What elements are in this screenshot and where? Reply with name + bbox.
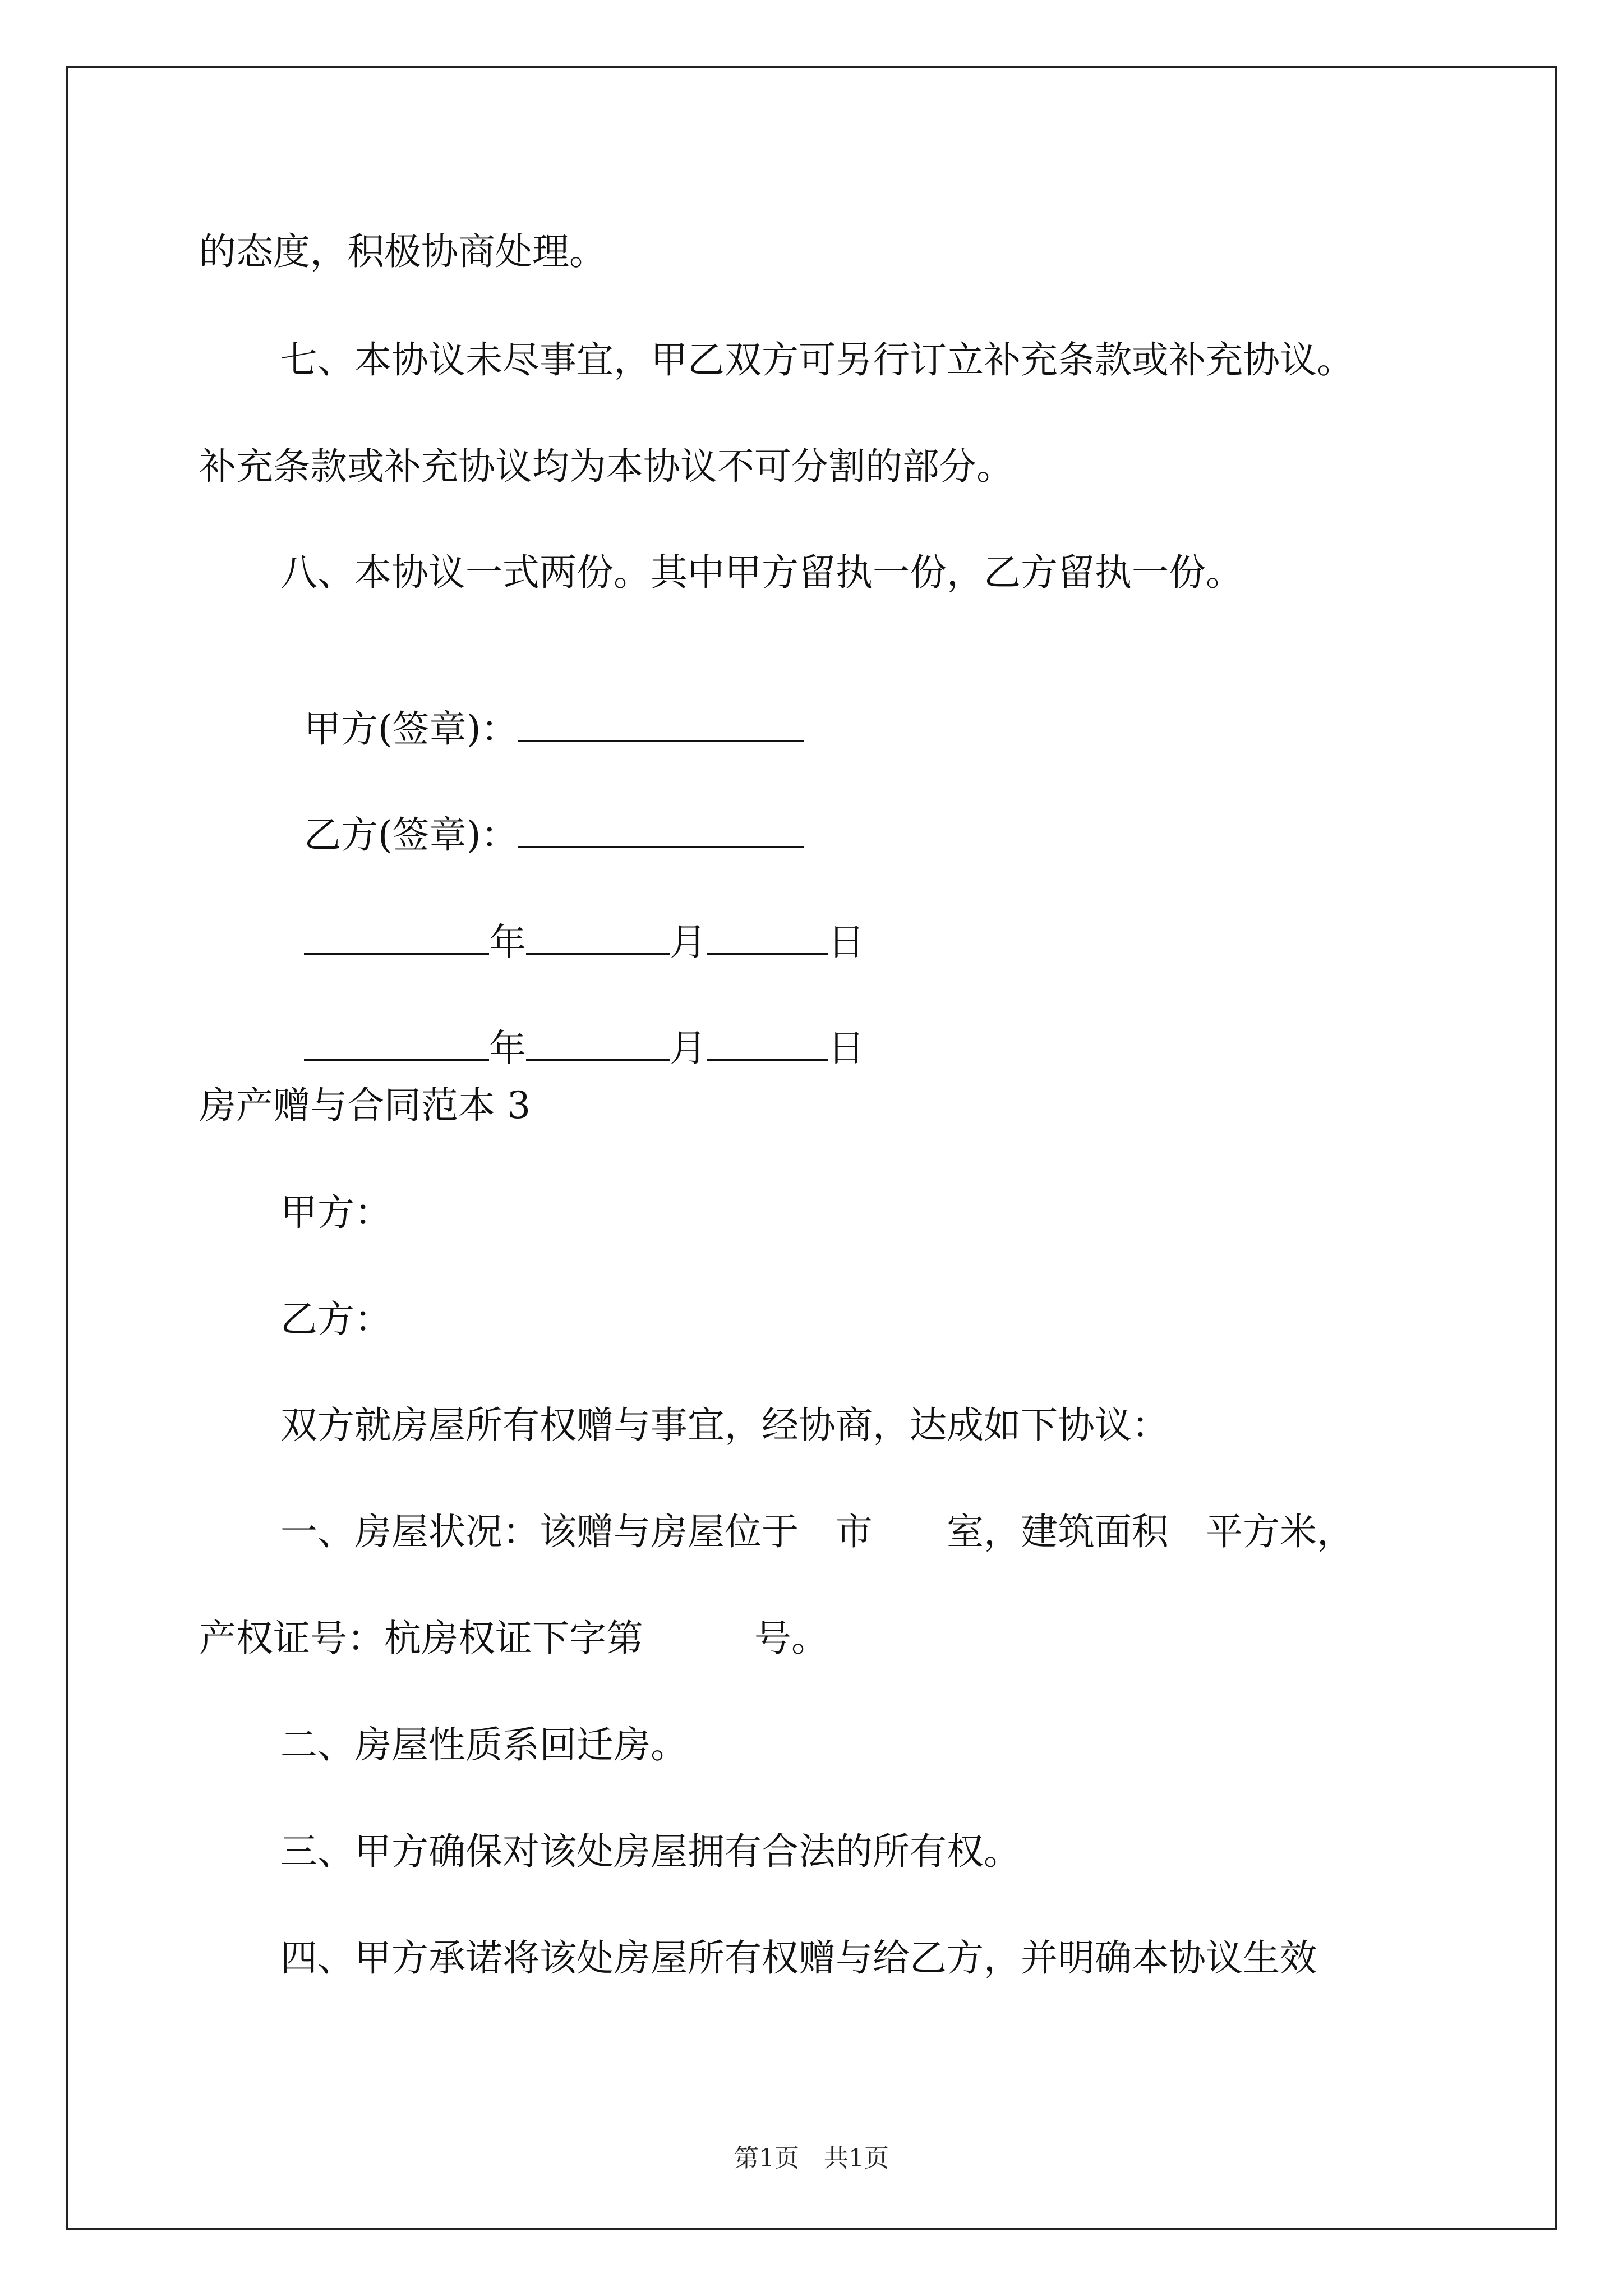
- year-label: 年: [488, 1027, 526, 1070]
- page-border: [66, 66, 1557, 2230]
- text-line: 的态度，积极协商处理。: [199, 230, 606, 273]
- text-line: 二、房屋性质系回迁房。: [280, 1723, 688, 1766]
- day-blank: [707, 919, 828, 955]
- party-a-signature-label: 甲方(签章)：: [303, 707, 518, 751]
- day-label: 日: [827, 1027, 865, 1070]
- page-number-footer: 第1页 共1页: [734, 2144, 889, 2173]
- year-blank: [304, 919, 489, 955]
- date-line: [280, 868, 865, 967]
- text-line: 甲方：: [280, 1191, 391, 1234]
- month-blank: [526, 1025, 670, 1061]
- text-line: 八、本协议一式两份。其中甲方留执一份，乙方留执一份。: [280, 551, 1243, 594]
- year-blank: [304, 1025, 489, 1061]
- date-line: [280, 974, 865, 1073]
- text-line: 四、甲方承诺将该处房屋所有权赠与给乙方，并明确本协议生效: [280, 1936, 1317, 1980]
- month-blank: [526, 919, 670, 955]
- text-line: 补充条款或补充协议均为本协议不可分割的部分。: [199, 445, 1013, 488]
- year-label: 年: [488, 921, 526, 964]
- signature-blank: [518, 812, 804, 848]
- party-a-signature-line: [280, 655, 804, 754]
- signature-blank: [518, 706, 804, 742]
- party-b-signature-line: [280, 761, 804, 860]
- month-label: 月: [669, 1027, 707, 1070]
- text-line: 一、房屋状况：该赠与房屋位于 市 室，建筑面积 平方米，: [280, 1510, 1354, 1553]
- text-line: 七、本协议未尽事宜，甲乙双方可另行订立补充条款或补充协议。: [280, 338, 1354, 381]
- text-line: 产权证号：杭房权证下字第 号。: [199, 1617, 828, 1660]
- text-line: 双方就房屋所有权赠与事宜，经协商，达成如下协议：: [280, 1404, 1169, 1447]
- day-label: 日: [827, 921, 865, 964]
- month-label: 月: [669, 921, 707, 964]
- party-b-signature-label: 乙方(签章)：: [303, 813, 518, 857]
- section-heading: 房产赠与合同范本 3: [199, 1084, 531, 1127]
- text-line: 三、甲方确保对该处房屋拥有合法的所有权。: [280, 1830, 1021, 1873]
- day-blank: [707, 1025, 828, 1061]
- text-line: 乙方：: [280, 1297, 391, 1341]
